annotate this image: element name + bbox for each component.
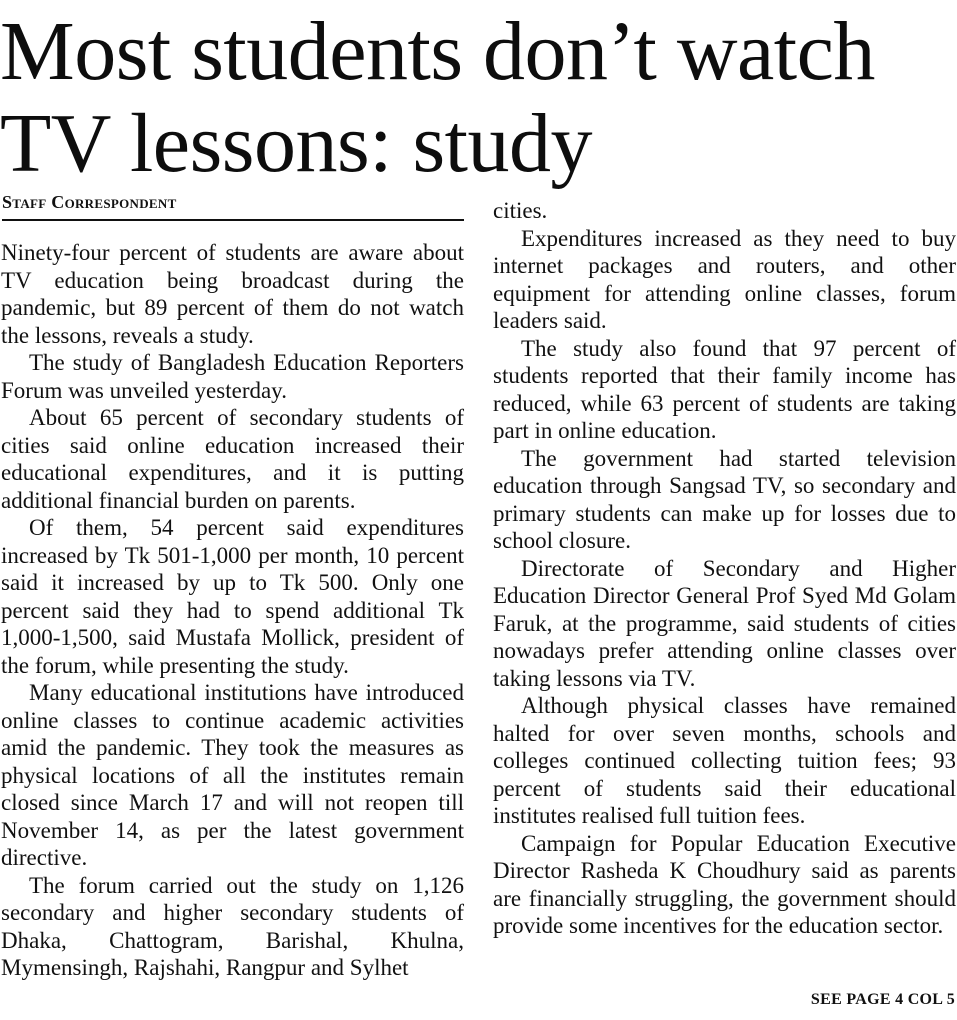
article-column-1 [1,239,464,982]
paragraph: Many educational institutions have introduced online classes to continue academic activities amid the pandemic. They took the measures as physical locations of all the institutes remain closed since March 17 and will not reopen till November 14, as per the latest government directive. [1,680,464,870]
paragraph: The forum carried out the study on 1,126 secondary and higher secondary students of Dhaka, Chattogram, Barishal, Khulna, Mymensingh, Rajshahi, Rangpur and Sylhet [1,872,464,980]
paragraph: Campaign for Popular Education Executive Director Rasheda K Choudhury said as parents are financially struggling, the government should provide some incentives for the education sector. [493,830,956,938]
paragraph-continuation: cities. [493,198,548,223]
paragraph: Ninety-four percent of students are aware about TV education being broadcast during the pandemic, but 89 percent of them do not watch the lessons, reveals a study. [1,240,464,348]
article-column-2 [493,197,956,940]
paragraph: About 65 percent of secondary students of cities said online education increased their educational expenditures, and it is putting additional financial burden on parents. [1,405,464,513]
byline: Staff Correspondent [2,192,464,221]
paragraph: Expenditures increased as they need to buy internet packages and routers, and other equipment for attending online classes, forum leaders said. [493,225,956,333]
paragraph: The study also found that 97 percent of students reported that their family income has reduced, while 63 percent of students are taking part in online education. [493,335,956,443]
paragraph: Of them, 54 percent said expenditures increased by Tk 501-1,000 per month, 10 percent said it increased by up to Tk 500. Only one percent said they had to spend additional Tk 1,000-1,500, said Mustafa Mollick, president of the forum, while presenting the study. [1,515,464,678]
paragraph: Although physical classes have remained halted for over seven months, schools and colleges continued collecting tuition fees; 93 percent of students said their educational institutes realised full tuition fees. [493,693,956,828]
jump-line: SEE PAGE 4 COL 5 [810,991,955,1008]
paragraph: The study of Bangladesh Education Reporters Forum was unveiled yesterday. [1,350,464,403]
headline-line-2: TV lessons: study [0,97,593,190]
headline [0,6,957,190]
paragraph: The government had started television education through Sangsad TV, so secondary and primary students can make up for losses due to school closure. [493,445,956,553]
paragraph: Directorate of Secondary and Higher Education Director General Prof Syed Md Golam Faruk, at the programme, said students of cities nowadays prefer attending online classes over taking lessons via TV. [493,555,956,691]
headline-line-1: Most students don’t watch [0,5,875,98]
